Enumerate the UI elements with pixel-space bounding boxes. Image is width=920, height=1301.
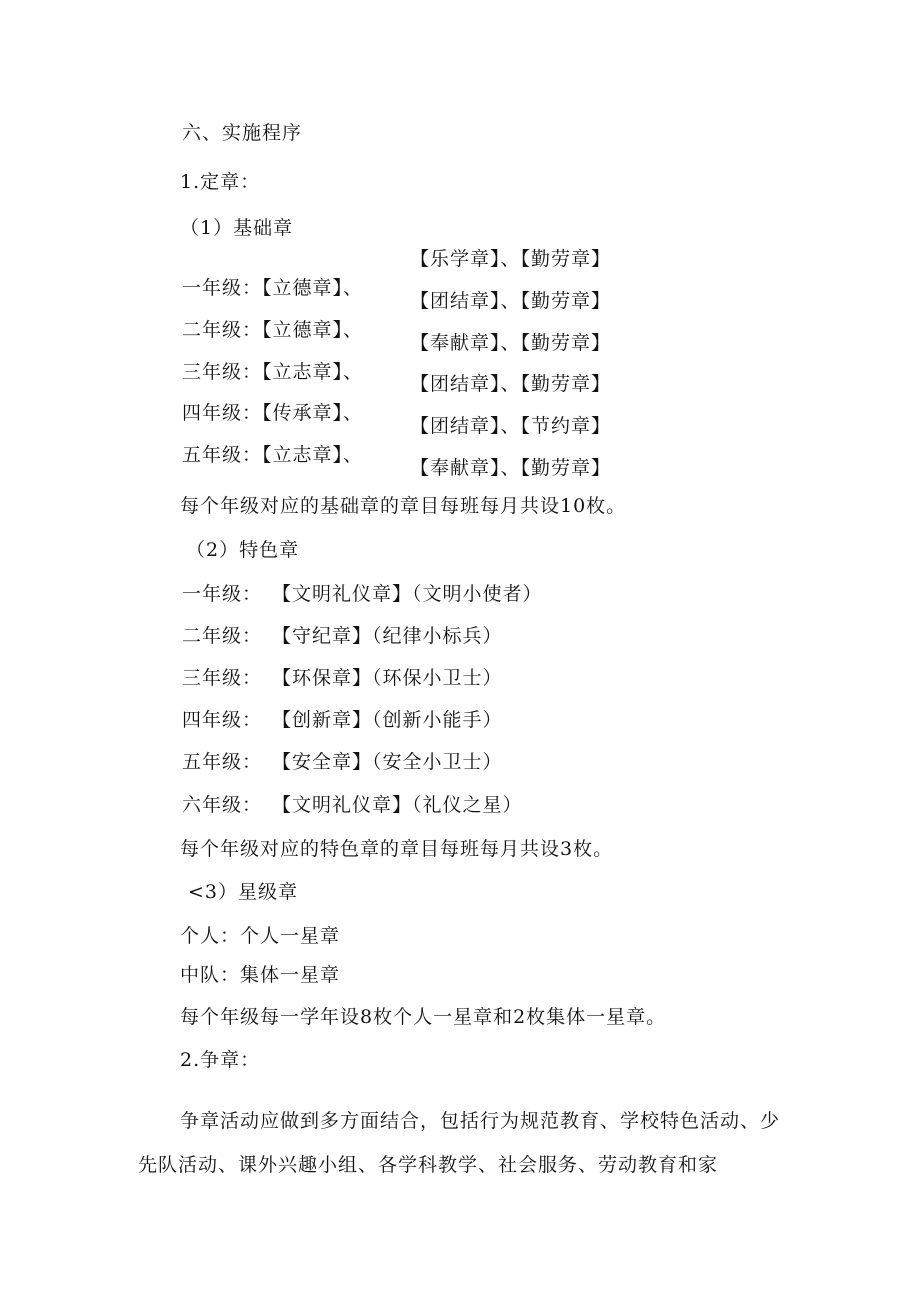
basic-pair-0: 【乐学章】、【勤劳章】 bbox=[410, 248, 612, 270]
paragraph-line-2: 先队活动、课外兴趣小组、各学科教学、社会服务、劳动教育和家 bbox=[138, 1154, 719, 1176]
basic-pair-2: 【奉献章】、【勤劳章】 bbox=[410, 332, 612, 354]
featured-row-1 bbox=[182, 582, 543, 606]
step2-heading: 2.争章： bbox=[180, 1049, 261, 1071]
badge-name: 【创新章】（创新小能手） bbox=[272, 709, 503, 731]
basic-badge-note: 每个年级对应的基础章的章目每班每月共设10枚。 bbox=[180, 495, 627, 517]
basic-pair-1: 【团结章】、【勤劳章】 bbox=[410, 290, 612, 312]
badge-name: 【文明礼仪章】（文明小使者） bbox=[272, 583, 543, 605]
featured-row-3 bbox=[182, 666, 503, 690]
step1-heading: 1.定章： bbox=[180, 171, 261, 193]
grade-label: 二年级： bbox=[182, 625, 263, 647]
basic-row-1 bbox=[182, 276, 363, 300]
basic-row-2 bbox=[182, 318, 363, 342]
featured-row-5 bbox=[182, 750, 503, 774]
badge-name: 【立德章】、 bbox=[262, 319, 364, 341]
featured-badge-note: 每个年级对应的特色章的章目每班每月共设3枚。 bbox=[180, 838, 614, 860]
grade-label: 一年级： bbox=[182, 277, 263, 299]
badge-name: 【立志章】、 bbox=[262, 444, 364, 466]
badge-name: 【守纪章】（纪律小标兵） bbox=[272, 625, 503, 647]
grade-label: 五年级： bbox=[182, 444, 263, 466]
featured-row-2 bbox=[182, 624, 503, 648]
star-badge-note: 每个年级每一学年设8枚个人一星章和2枚集体一星章。 bbox=[180, 1006, 667, 1028]
grade-label: 四年级： bbox=[182, 402, 263, 424]
badge-name: 【立德章】、 bbox=[262, 277, 364, 299]
grade-label: 三年级： bbox=[182, 667, 263, 689]
basic-badge-heading: （1）基础章 bbox=[180, 217, 294, 239]
star-individual: 个人：个人一星章 bbox=[180, 925, 341, 947]
grade-label: 六年级： bbox=[182, 794, 263, 816]
featured-badge-heading: （2）特色章 bbox=[186, 539, 300, 561]
badge-name: 【立志章】、 bbox=[262, 361, 364, 383]
featured-row-4 bbox=[182, 708, 503, 732]
section-title: 六、实施程序 bbox=[182, 122, 303, 144]
badge-name: 【传承章】、 bbox=[262, 402, 364, 424]
grade-label: 四年级： bbox=[182, 709, 263, 731]
basic-pair-5: 【奉献章】、【勤劳章】 bbox=[410, 457, 612, 479]
basic-row-3 bbox=[182, 360, 363, 384]
grade-label: 五年级： bbox=[182, 751, 263, 773]
basic-pair-4: 【团结章】、【节约章】 bbox=[410, 415, 612, 437]
paragraph-line-1: 争章活动应做到多方面结合，包括行为规范教育、学校特色活动、少 bbox=[180, 1110, 781, 1132]
grade-label: 一年级： bbox=[182, 583, 263, 605]
basic-pair-3: 【团结章】、【勤劳章】 bbox=[410, 373, 612, 395]
basic-row-5 bbox=[182, 443, 363, 467]
badge-name: 【文明礼仪章】（礼仪之星） bbox=[272, 794, 523, 816]
grade-label: 三年级： bbox=[182, 361, 263, 383]
star-badge-heading: <3）星级章 bbox=[188, 881, 299, 903]
badge-name: 【安全章】（安全小卫士） bbox=[272, 751, 503, 773]
grade-label: 二年级： bbox=[182, 319, 263, 341]
badge-name: 【环保章】（环保小卫士） bbox=[272, 667, 503, 689]
star-squad: 中队：集体一星章 bbox=[180, 964, 341, 986]
featured-row-6 bbox=[182, 793, 523, 817]
basic-row-4 bbox=[182, 401, 363, 425]
